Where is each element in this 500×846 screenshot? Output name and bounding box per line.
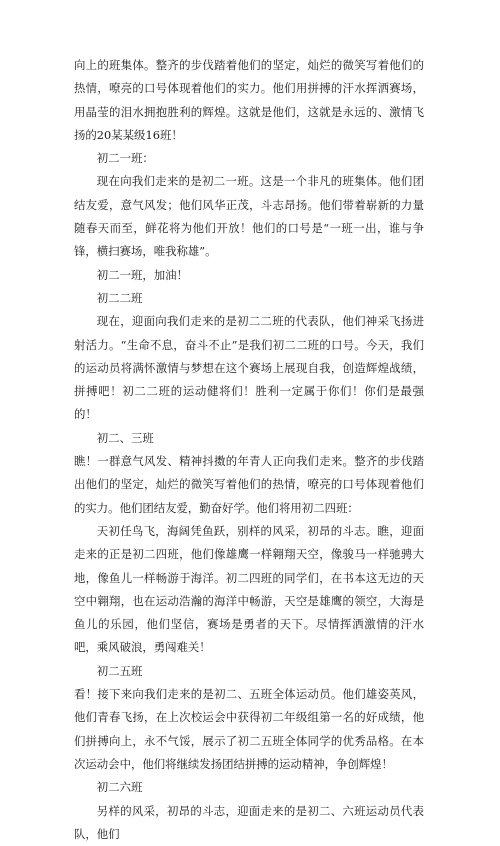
paragraph-class-2-2: 现在，迎面向我们走来的是初二二班的代表队，他们神采飞扬进射活力。“生命不息，奋斗不止”是我们初二二班的口号。今天，我们的运动员将满怀激情与梦想在这个赛场上展现自我，创造辉煌战绩，拼搏吧！初二二班的运动健将们！胜利一定属于你们！你们是最强的！ xyxy=(74,310,424,426)
paragraph-class16-intro: 向上的班集体。整齐的步伐踏着他们的坚定，灿烂的微笑写着他们的热情，嘹亮的口号体现着他们的实力。他们用拼搏的汗水挥洒赛场，用晶莹的泪水拥抱胜利的辉煌。这就是他们，这就是永远的、激情飞扬的20某某级16班！ xyxy=(74,54,424,147)
heading-class-2-2: 初二二班 xyxy=(74,287,424,310)
heading-class-2-3: 初二、三班 xyxy=(74,427,424,450)
paragraph-class-2-4: 天初任鸟飞，海阔凭鱼跃，别样的风采，初昂的斗志。瞧，迎面走来的正是初二四班，他们像雄鹰一样翱翔天空，像骏马一样驰骋大地，像鱼儿一样畅游于海洋。初二四班的同学们，在书本这无边的天空中翱翔，也在运动浩瀚的海洋中畅游，天空是雄鹰的领空，大海是鱼儿的乐园，他们坚信，赛场是勇者的天下。尽情挥洒激情的汗水吧，乘风破浪，勇闯难关！ xyxy=(74,520,424,660)
cheer-class-2-1: 初二一班，加油！ xyxy=(74,264,424,287)
paragraph-class-2-1: 现在向我们走来的是初二一班。这是一个非凡的班集体。他们团结友爱，意气风发；他们风华正茂，斗志昂扬。他们带着崭新的力量随春天而至，鲜花将为他们开放！他们的口号是“一班一出，谁与争锋，横扫赛场，唯我称雄”。 xyxy=(74,170,424,263)
paragraph-class-2-6: 另样的风采，初昂的斗志，迎面走来的是初二、六班运动员代表队，他们 xyxy=(74,800,424,846)
paragraph-class-2-5: 看！接下来向我们走来的是初二、五班全体运动员。他们雄姿英风，他们青春飞扬，在上次校运会中获得初二年级组第一名的好成绩，他们拼搏向上，永不气馁，展示了初二五班全体同学的优秀品格。在本次运动会中，他们将继续发扬团结拼搏的运动精神，争创辉煌！ xyxy=(74,683,424,776)
heading-class-2-6: 初二六班 xyxy=(74,776,424,799)
document-page xyxy=(74,54,424,846)
paragraph-class-2-3: 瞧！一群意气风发、精神抖擞的年青人正向我们走来。整齐的步伐踏出他们的坚定，灿烂的微笑写着他们的热情，嘹亮的口号体现着他们的实力。他们团结友爱，勤奋好学。他们将用初二四班： xyxy=(74,450,424,520)
heading-class-2-1: 初二一班： xyxy=(74,147,424,170)
heading-class-2-5: 初二五班 xyxy=(74,660,424,683)
